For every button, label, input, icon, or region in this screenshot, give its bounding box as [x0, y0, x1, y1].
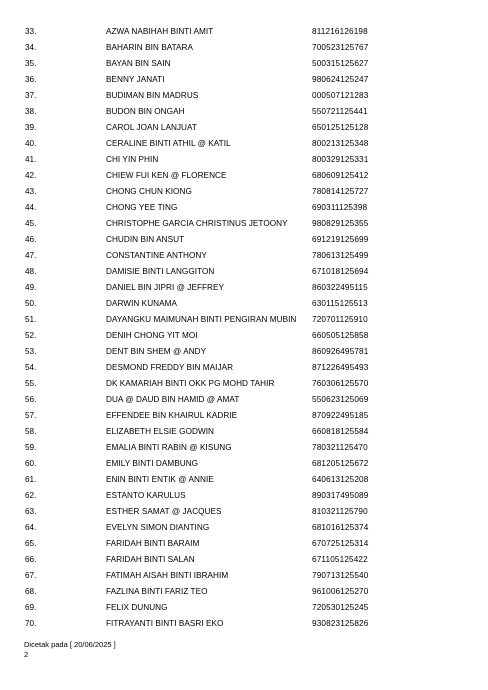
list-row	[0, 232, 488, 248]
id-number: 681205125672	[312, 459, 369, 468]
id-number: 630115125513	[312, 299, 368, 308]
row-number: 35.	[25, 59, 37, 68]
list-row	[0, 24, 488, 40]
person-name: CHONG CHUN KIONG	[106, 187, 192, 196]
list-row	[0, 200, 488, 216]
row-number: 50.	[25, 299, 37, 308]
person-name: DUA @ DAUD BIN HAMID @ AMAT	[106, 395, 240, 404]
person-name: FAZLINA BINTI FARIZ TEO	[106, 587, 208, 596]
list-row	[0, 264, 488, 280]
row-number: 62.	[25, 491, 37, 500]
row-number: 48.	[25, 267, 37, 276]
row-number: 59.	[25, 443, 37, 452]
page-footer	[24, 640, 324, 660]
person-name: CHIEW FUI KEN @ FLORENCE	[106, 171, 227, 180]
list-row	[0, 248, 488, 264]
id-number: 860926495781	[312, 347, 369, 356]
list-row	[0, 280, 488, 296]
list-row	[0, 520, 488, 536]
row-number: 54.	[25, 363, 37, 372]
id-number: 660818125584	[312, 427, 369, 436]
id-number: 810321125790	[312, 507, 368, 516]
id-number: 550721125441	[312, 107, 368, 116]
list-row	[0, 568, 488, 584]
list-row	[0, 88, 488, 104]
list-row	[0, 600, 488, 616]
list-row	[0, 408, 488, 424]
person-name: DK KAMARIAH BINTI OKK PG MOHD TAHIR	[106, 379, 275, 388]
list-row	[0, 456, 488, 472]
row-number: 34.	[25, 43, 37, 52]
id-number: 671018125694	[312, 267, 369, 276]
person-name: ESTHER SAMAT @ JACQUES	[106, 507, 222, 516]
list-row	[0, 312, 488, 328]
person-name: CONSTANTINE ANTHONY	[106, 251, 207, 260]
row-number: 57.	[25, 411, 37, 420]
row-number: 55.	[25, 379, 37, 388]
person-name: DENT BIN SHEM @ ANDY	[106, 347, 207, 356]
row-number: 70.	[25, 619, 37, 628]
row-number: 65.	[25, 539, 37, 548]
id-number: 780613125499	[312, 251, 369, 260]
id-number: 681016125374	[312, 523, 369, 532]
list-row	[0, 168, 488, 184]
row-number: 33.	[25, 27, 37, 36]
person-name: DANIEL BIN JIPRI @ JEFFREY	[106, 283, 225, 292]
list-row	[0, 120, 488, 136]
id-number: 760306125570	[312, 379, 369, 388]
list-row	[0, 296, 488, 312]
id-number: 700523125767	[312, 43, 369, 52]
list-row	[0, 584, 488, 600]
person-name: CHI YIN PHIN	[106, 155, 159, 164]
person-name: DAMISIE BINTI LANGGITON	[106, 267, 215, 276]
row-number: 44.	[25, 203, 37, 212]
list-row	[0, 360, 488, 376]
list-row	[0, 536, 488, 552]
list-row	[0, 616, 488, 632]
id-number: 860322495115	[312, 283, 368, 292]
person-name: EVELYN SIMON DIANTING	[106, 523, 210, 532]
id-number: 720701125910	[312, 315, 368, 324]
list-row	[0, 472, 488, 488]
row-number: 60.	[25, 459, 37, 468]
person-name: CAROL JOAN LANJUAT	[106, 123, 197, 132]
list-row	[0, 504, 488, 520]
id-number: 691219125699	[312, 235, 369, 244]
person-name: DAYANGKU MAIMUNAH BINTI PENGIRAN MUBIN	[106, 315, 297, 324]
id-number: 550623125069	[312, 395, 369, 404]
row-number: 52.	[25, 331, 37, 340]
person-name: DESMOND FREDDY BIN MAIJAR	[106, 363, 234, 372]
person-name: EMALIA BINTI RABIN @ KISUNG	[106, 443, 232, 452]
person-name: BUDON BIN ONGAH	[106, 107, 185, 116]
row-number: 36.	[25, 75, 37, 84]
id-number: 500315125627	[312, 59, 369, 68]
list-row	[0, 488, 488, 504]
id-number: 640613125208	[312, 475, 369, 484]
row-number: 67.	[25, 571, 37, 580]
id-number: 671105125422	[312, 555, 368, 564]
id-number: 680609125412	[312, 171, 369, 180]
row-number: 49.	[25, 283, 37, 292]
list-row	[0, 392, 488, 408]
row-number: 68.	[25, 587, 37, 596]
id-number: 790713125540	[312, 571, 369, 580]
list-row	[0, 376, 488, 392]
list-row	[0, 152, 488, 168]
row-number: 43.	[25, 187, 37, 196]
row-number: 51.	[25, 315, 37, 324]
list-row	[0, 56, 488, 72]
person-name: AZWA NABIHAH BINTI AMIT	[106, 27, 214, 36]
row-number: 37.	[25, 91, 37, 100]
id-number: 890317495089	[312, 491, 369, 500]
id-number: 870922495185	[312, 411, 369, 420]
list-row	[0, 424, 488, 440]
person-name: CHRISTOPHE GARCIA CHRISTINUS JETOONY	[106, 219, 288, 228]
person-name: CHONG YEE TING	[106, 203, 178, 212]
person-name: FARIDAH BINTI SALAN	[106, 555, 195, 564]
row-number: 41.	[25, 155, 37, 164]
person-name: EMILY BINTI DAMBUNG	[106, 459, 199, 468]
row-number: 42.	[25, 171, 37, 180]
id-number: 800213125348	[312, 139, 369, 148]
row-number: 63.	[25, 507, 37, 516]
id-number: 961006125270	[312, 587, 369, 596]
name-list	[0, 24, 488, 632]
person-name: ESTANTO KARULUS	[106, 491, 186, 500]
id-number: 660505125858	[312, 331, 369, 340]
list-row	[0, 344, 488, 360]
person-name: CERALINE BINTI ATHIL @ KATIL	[106, 139, 231, 148]
row-number: 58.	[25, 427, 37, 436]
person-name: BENNY JANATI	[106, 75, 165, 84]
id-number: 871226495493	[312, 363, 369, 372]
list-row	[0, 216, 488, 232]
person-name: BAYAN BIN SAIN	[106, 59, 171, 68]
list-row	[0, 72, 488, 88]
row-number: 39.	[25, 123, 37, 132]
person-name: FELIX DUNUNG	[106, 603, 168, 612]
person-name: DENIH CHONG YIT MOI	[106, 331, 198, 340]
id-number: 930823125826	[312, 619, 369, 628]
list-row	[0, 104, 488, 120]
list-row	[0, 552, 488, 568]
id-number: 980624125247	[312, 75, 369, 84]
person-name: FITRAYANTI BINTI BASRI EKO	[106, 619, 224, 628]
list-row	[0, 136, 488, 152]
row-number: 47.	[25, 251, 37, 260]
page-number: 2	[24, 650, 29, 659]
person-name: BUDIMAN BIN MADRUS	[106, 91, 199, 100]
row-number: 45.	[25, 219, 37, 228]
id-number: 800329125331	[312, 155, 369, 164]
id-number: 720530125245	[312, 603, 369, 612]
person-name: CHUDIN BIN ANSUT	[106, 235, 185, 244]
list-row	[0, 40, 488, 56]
list-row	[0, 440, 488, 456]
list-row	[0, 328, 488, 344]
id-number: 650125125128	[312, 123, 369, 132]
row-number: 66.	[25, 555, 37, 564]
row-number: 64.	[25, 523, 37, 532]
id-number: 980829125355	[312, 219, 369, 228]
person-name: BAHARIN BIN BATARA	[106, 43, 194, 52]
id-number: 670725125314	[312, 539, 369, 548]
person-name: ENIN BINTI ENTIK @ ANNIE	[106, 475, 214, 484]
row-number: 69.	[25, 603, 37, 612]
list-row	[0, 184, 488, 200]
id-number: 780814125727	[312, 187, 369, 196]
row-number: 53.	[25, 347, 37, 356]
row-number: 56.	[25, 395, 37, 404]
row-number: 46.	[25, 235, 37, 244]
row-number: 38.	[25, 107, 37, 116]
person-name: EFFENDEE BIN KHAIRUL KADRIE	[106, 411, 238, 420]
person-name: FATIMAH AISAH BINTI IBRAHIM	[106, 571, 229, 580]
row-number: 40.	[25, 139, 37, 148]
id-number: 000507121283	[312, 91, 369, 100]
id-number: 811216126198	[312, 27, 368, 36]
person-name: FARIDAH BINTI BARAIM	[106, 539, 200, 548]
id-number: 690311125398	[312, 203, 368, 212]
id-number: 780321125470	[312, 443, 368, 452]
person-name: ELIZABETH ELSIE GODWIN	[106, 427, 215, 436]
row-number: 61.	[25, 475, 37, 484]
print-date: Dicetak pada [ 20/06/2025 ]	[24, 640, 116, 649]
person-name: DARWIN KUNAMA	[106, 299, 178, 308]
